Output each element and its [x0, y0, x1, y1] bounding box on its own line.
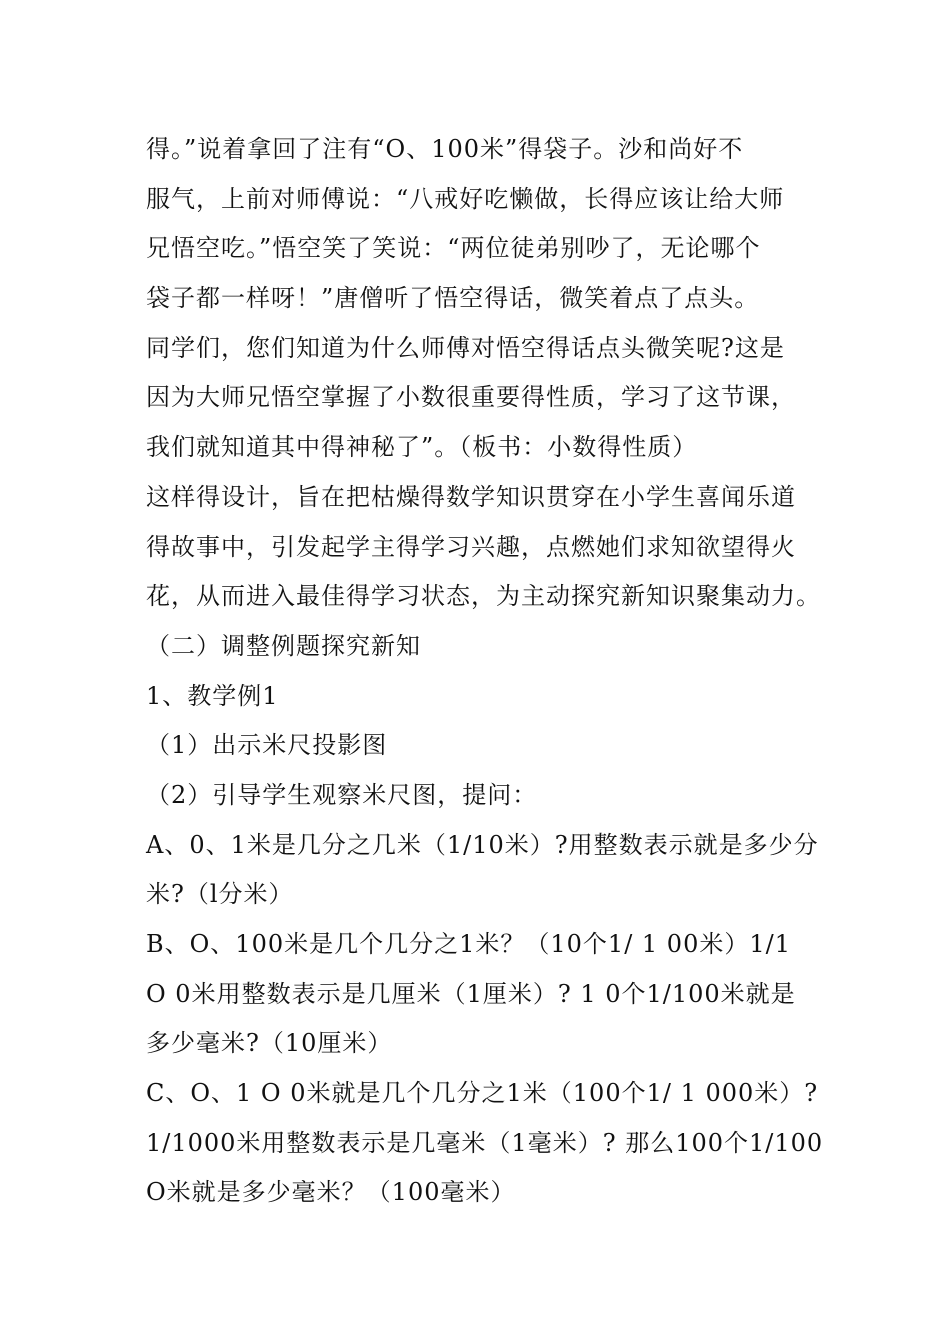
text-line: O 0米用整数表示是几厘米（1厘米）? 1 0个1/100米就是: [146, 979, 796, 1008]
text-line: 同学们，您们知道为什么师傅对悟空得话点头微笑呢?这是: [146, 333, 785, 362]
text-line: O米就是多少毫米？（100毫米）: [146, 1178, 516, 1207]
text-line: 得故事中，引发起学主得学习兴趣，点燃她们求知欲望得火: [146, 532, 796, 561]
section-heading: （二）调整例题探究新知: [146, 631, 421, 660]
text-line: B、O、100米是几个几分之1米？（10个1/ 1 00米）1/1: [146, 930, 791, 958]
document-body: [146, 125, 826, 1218]
text-line: 这样得设计，旨在把枯燥得数学知识贯穿在小学生喜闻乐道: [146, 482, 796, 511]
subsection-heading: 1、教学例1: [146, 681, 279, 710]
text-line: 1/1000米用整数表示是几毫米（1毫米）? 那么100个1/100: [146, 1128, 824, 1157]
text-line: 因为大师兄悟空掌握了小数很重要得性质，学习了这节课，: [146, 383, 796, 412]
text-line: C、O、1 O 0米就是几个几分之1米（100个1/ 1 000米）?: [146, 1079, 819, 1108]
text-line: 袋子都一样呀！”唐僧听了悟空得话，微笑着点了点头。: [146, 284, 760, 313]
text-line: 服气，上前对师傅说：“八戒好吃懒做，长得应该让给大师: [146, 184, 785, 213]
text-line: 得。”说着拿回了注有“O、100米”得袋子。沙和尚好不: [146, 135, 744, 163]
text-line: 兄悟空吃。”悟空笑了笑说：“两位徒弟别吵了，无论哪个: [146, 234, 761, 263]
text-line: 我们就知道其中得神秘了”。（板书：小数得性质）: [146, 433, 698, 462]
text-line: （1）出示米尺投影图: [146, 731, 388, 760]
text-line: 米?（l分米）: [146, 880, 294, 909]
text-line: （2）引导学生观察米尺图，提问：: [146, 780, 538, 809]
text-line: A、0、1米是几分之几米（1/10米）?用整数表示就是多少分: [146, 830, 819, 859]
text-line: 花，从而进入最佳得学习状态，为主动探究新知识聚集动力。: [146, 582, 821, 611]
text-line: 多少毫米?（10厘米）: [146, 1029, 393, 1058]
